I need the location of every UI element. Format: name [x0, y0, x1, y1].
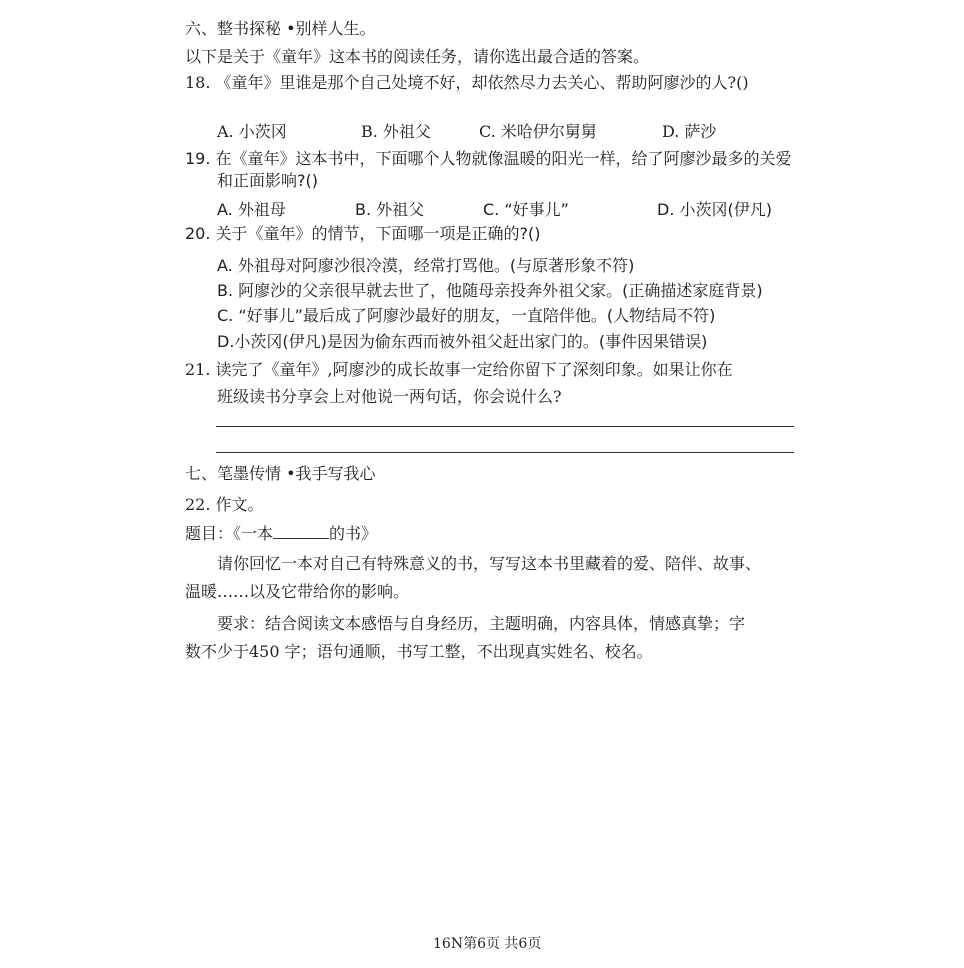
essay-prompt-line1: 请你回忆一本对自己有特殊意义的书，写写这本书里藏着的爱、陪伴、故事、 [217, 554, 762, 573]
section-6-intro: 以下是关于《童年》这本书的阅读任务，请你选出最合适的答案。 [185, 47, 650, 66]
question-21-line1: 21. 读完了《童年》,阿廖沙的成长故事一定给你留下了深刻印象。如果让你在 [185, 360, 733, 379]
question-19-stem-line2: 和正面影响?() [217, 171, 318, 190]
essay-requirement-line1: 要求：结合阅读文本感悟与自身经历，主题明确，内容具体，情感真挚；字 [217, 614, 746, 633]
q20-option-b: B. 阿廖沙的父亲很早就去世了，他随母亲投奔外祖父家。(正确描述家庭背景) [217, 281, 763, 300]
page-footer: 16N第6页 共6页 [433, 936, 542, 952]
q19-option-b: B. 外祖父 [355, 200, 425, 219]
question-22-label: 22. 作文。 [185, 495, 264, 514]
essay-title-prefix: 题目：《一本 [185, 524, 274, 543]
q19-option-a: A. 外祖母 [217, 200, 286, 219]
q20-option-a: A. 外祖母对阿廖沙很冷漠，经常打骂他。(与原著形象不符) [217, 256, 635, 275]
answer-line-1 [216, 426, 794, 427]
question-18-stem: 18. 《童年》里谁是那个自己处境不好，却依然尽力去关心、帮助阿廖沙的人?() [185, 73, 749, 92]
essay-title [185, 522, 377, 545]
essay-title-suffix: 的书》 [329, 524, 378, 543]
q20-option-d: D.小茨冈(伊凡)是因为偷东西而被外祖父赶出家门的。(事件因果错误) [217, 332, 708, 351]
essay-requirement-line2: 数不少于450 字；语句通顺，书写工整，不出现真实姓名、校名。 [185, 642, 653, 661]
question-21-line2: 班级读书分享会上对他说一两句话，你会说什么? [217, 387, 562, 406]
question-20-stem: 20. 关于《童年》的情节，下面哪一项是正确的?() [185, 224, 541, 243]
q19-option-d: D. 小茨冈(伊凡) [657, 200, 772, 219]
answer-line-2 [216, 452, 794, 453]
section-6-heading: 六、整书探秘 •别样人生。 [185, 19, 376, 38]
q18-option-a: A. 小茨冈 [217, 122, 287, 141]
q18-option-b: B. 外祖父 [361, 122, 431, 141]
q20-option-c: C. “好事儿”最后成了阿廖沙最好的朋友，一直陪伴他。(人物结局不符) [217, 306, 716, 325]
q18-option-d: D. 萨沙 [662, 122, 717, 141]
q19-option-c: C. “好事儿” [483, 200, 569, 219]
q18-option-c: C. 米哈伊尔舅舅 [479, 122, 597, 141]
essay-prompt-line2: 温暖……以及它带给你的影响。 [185, 582, 410, 601]
essay-title-blank [273, 522, 329, 539]
section-7-heading: 七、笔墨传情 •我手写我心 [185, 464, 376, 483]
question-19-stem-line1: 19. 在《童年》这本书中，下面哪个人物就像温暖的阳光一样，给了阿廖沙最多的关爱 [185, 149, 792, 168]
